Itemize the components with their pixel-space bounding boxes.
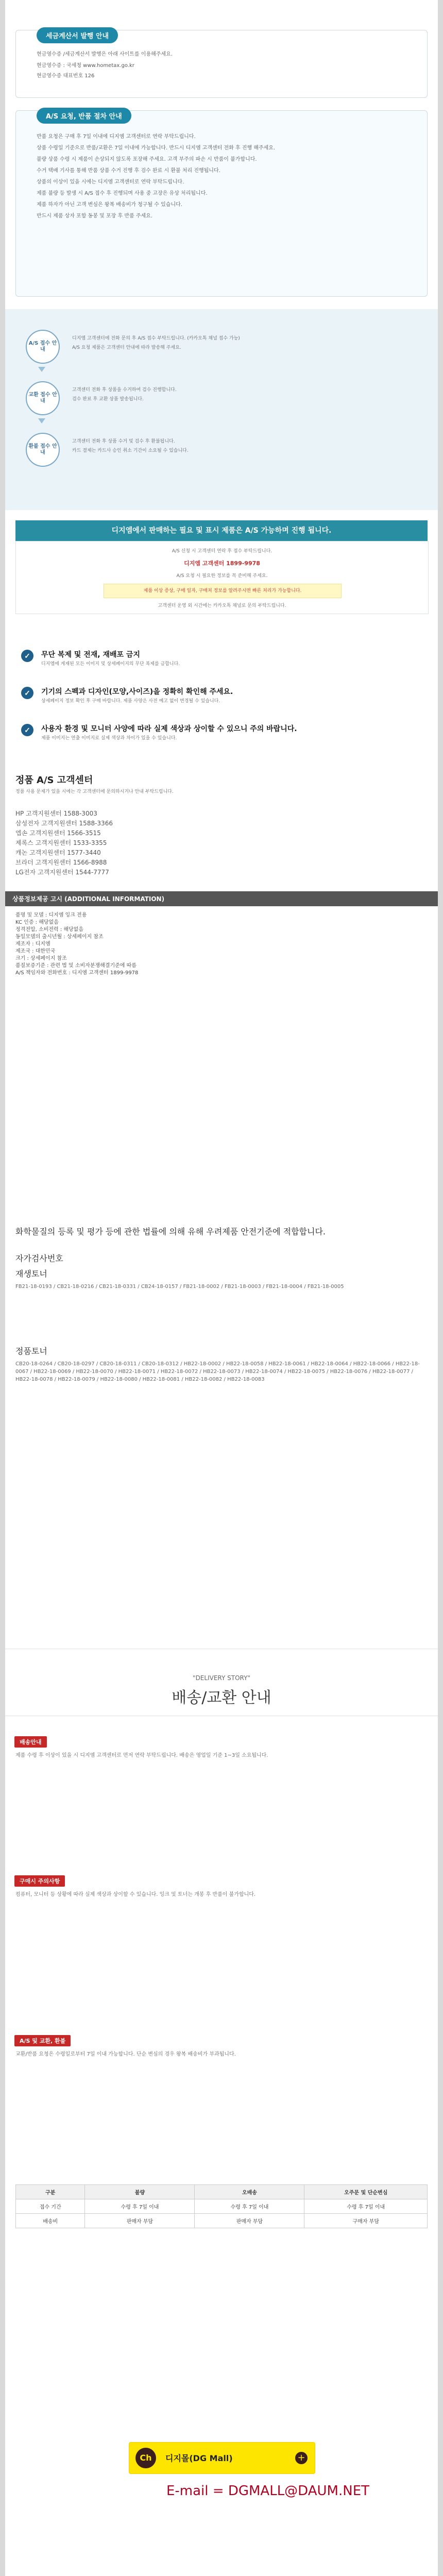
exchange-table	[15, 2184, 428, 2228]
warning-bar: 디지엠에서 판매하는 필요 및 표시 제품은 A/S 가능하며 진행 됩니다.	[15, 520, 428, 541]
warning-box	[15, 541, 429, 614]
step1-circle: A/S 접수 안내	[26, 330, 60, 364]
svg-text:✓: ✓	[24, 689, 30, 697]
kakao-channel-button[interactable]	[129, 2442, 315, 2474]
tab-caution: 구매시 주의사항	[14, 1875, 65, 1887]
table-cell: 판매자 부담	[85, 2214, 195, 2228]
as-item: 상품 수령일 기준으로 반품/교환은 7일 이내에 가능합니다. 반드시 디지엠 고객센터 전화 후 진행 해주세요.	[37, 145, 276, 151]
product-detail-sheet	[5, 0, 438, 2576]
step2-circle: 교환 접수 안내	[26, 381, 60, 415]
step3-line-1: 고객센터 전화 후 상품 수거 및 검수 후 환불됩니다.	[72, 439, 175, 444]
notice-icon	[21, 649, 34, 665]
invoice-line-1: 현금영수증 /세금계산서 발행은 아래 사이트를 이용해주세요.	[37, 52, 173, 57]
warning-line-2: 디지엠 고객센터 1899-9978	[184, 560, 260, 567]
chemical-sub2: 정품토너	[15, 1346, 47, 1356]
as-item: 상품의 이상이 있을 시에는 디지엠 고객센터로 연락 부탁드립니다.	[37, 179, 184, 185]
invoice-line-2: 현금영수증 : 국세청 www.hometax.go.kr	[37, 63, 134, 69]
ship-text: 제품 수령 후 이상이 있을 시 디지엠 고객센터로 먼저 연락 부탁드립니다. 배송은 영업일 기준 1~3일 소요됩니다.	[15, 1753, 268, 1758]
kakao-channel-name: 디지몰(DG Mall)	[165, 2453, 233, 2463]
chemical-sub1: 재생토너	[15, 1269, 47, 1279]
as-item: 제품 하자가 아닌 고객 변심은 왕복 배송비가 청구될 수 있습니다.	[37, 202, 182, 208]
chemical-codes-1: FB21-18-0193 / CB21-18-0216 / CB21-18-0331 / CB24-18-0157 / FB21-18-0002 / FB21-18-0003 / FB21-18-0004 / FB21-18-0005	[15, 1284, 344, 1290]
service-center-line: 브라더 고객지원센터 1566-8988	[15, 859, 107, 866]
step2-line-2: 검수 완료 후 교환 상품 발송됩니다.	[72, 397, 144, 402]
notice-title: 사용자 환경 및 모니터 사양에 따라 실제 색상과 상이할 수 있으니 주의 바랍니다.	[41, 725, 297, 733]
info-row: KC 인증 : 해당없음	[15, 920, 59, 925]
info-row: 정격전압, 소비전력 : 해당없음	[15, 927, 84, 933]
as-guide-card	[15, 110, 428, 297]
table-cell: 수령 후 7일 이내	[195, 2199, 304, 2214]
as-text: 교환/반품 요청은 수령일로부터 7일 이내 가능합니다. 단순 변심의 경우 왕복 배송비가 부과됩니다.	[15, 2052, 236, 2057]
notice-icon	[21, 686, 34, 702]
info-row: A/S 책임자와 전화번호 : 디지엠 고객센터 1899-9978	[15, 970, 139, 976]
as-item: 불량 상품 수령 시 제품이 손상되지 않도록 포장해 주세요. 고객 부주의 파손 시 반품이 불가합니다.	[37, 157, 257, 162]
as-item: 수거 택배 기사를 통해 반품 상품 수거 진행 후 검수 완료 시 환불 처리 진행됩니다.	[37, 168, 220, 174]
info-row: 제조자 : 디지엠	[15, 941, 50, 947]
additional-info-list	[15, 912, 428, 977]
step3-circle: 환불 접수 안내	[26, 433, 60, 467]
steps-section	[5, 309, 438, 510]
plus-icon: +	[295, 2452, 308, 2464]
delivery-tag: "DELIVERY STORY"	[193, 1674, 250, 1682]
table-header: 오주문 및 단순변심	[304, 2185, 428, 2199]
chemical-codes-2: CB20-18-0264 / CB20-18-0297 / CB20-18-0311 / CB20-18-0312 / HB22-18-0002 / HB22-18-0058 / HB22-18-0061 / HB22-18-0064 / HB22-18-0066 / HB22-18-0067 / HB22-18-0069 / HB22-18-0070 / HB22-18-0071 / HB22-18-0072 / HB22-18-0073 / HB22-18-0074 / HB22-18-0075 / HB22-18-0076 / HB22-18-0077 / HB22-18-0078 / HB22-18-0079 / HB22-18-0080 / HB22-18-0081 / HB22-18-0082 / HB22-18-0083	[15, 1361, 420, 1382]
table-header: 구분	[16, 2185, 85, 2199]
warning-line-3: A/S 요청 시 필요한 정보를 꼭 준비해 주세요.	[176, 573, 268, 579]
table-cell: 수령 후 7일 이내	[85, 2199, 195, 2214]
step-arrow-icon	[38, 367, 45, 372]
chemical-label: 자가검사번호	[15, 1253, 63, 1263]
table-header: 불량	[85, 2185, 195, 2199]
table-row	[16, 2214, 428, 2228]
notice-icon	[21, 723, 34, 739]
invoice-guide-card	[15, 30, 428, 98]
service-center-line: HP 고객지원센터 1588-3003	[15, 810, 97, 817]
service-center-line: 캐논 고객지원센터 1577-3440	[15, 849, 101, 856]
caution-text: 컴퓨터, 모니터 등 상황에 따라 실제 색상과 상이할 수 있습니다. 잉크 및 토너는 개봉 후 반품이 불가합니다.	[15, 1892, 256, 1897]
svg-text:✓: ✓	[24, 726, 30, 734]
as-guide-pill: A/S 요청, 반품 절차 안내	[37, 108, 131, 124]
kakao-channel-badge: Ch	[135, 2448, 156, 2468]
service-center-title: 정품 A/S 고객센터	[15, 775, 93, 786]
tab-as: A/S 및 교환, 환불	[14, 2035, 71, 2046]
service-center-line: 제록스 고객지원센터 1533-3355	[15, 839, 107, 846]
service-center-list	[15, 809, 428, 877]
notice-title: 기기의 스펙과 디자인(모양,사이즈)을 정확히 확인해 주세요.	[41, 688, 233, 696]
tab-ship: 배송안내	[14, 1736, 47, 1748]
table-cell: 판매자 부담	[195, 2214, 304, 2228]
step1-line-1: 디지엠 고객센터에 전화 문의 후 A/S 접수 부탁드립니다. (카카오톡 채널 접수 가능)	[72, 336, 240, 341]
service-center-sub: 정품 사용 문제가 있을 시에는 각 고객센터에 문의하시거나 안내 부탁드립니다.	[15, 789, 174, 794]
step2-line-1: 고객센터 전화 후 상품을 수거하여 검수 진행합니다.	[72, 387, 177, 393]
notice-body: 제품 이미지는 연출 이미지로 실제 색상과 차이가 있을 수 있습니다.	[41, 736, 177, 741]
notice-title: 무단 복제 및 전재, 재배포 금지	[41, 651, 140, 659]
table-header: 오배송	[195, 2185, 304, 2199]
notice-body: 디지엠에 게재된 모든 이미지 및 상세페이지의 무단 복제를 금합니다.	[41, 662, 180, 667]
step3-line-2: 카드 결제는 카드사 승인 취소 기간이 소요될 수 있습니다.	[72, 448, 189, 453]
info-row: 제조국 : 대한민국	[15, 948, 56, 954]
info-row: 크기 : 상세페이지 참조	[15, 956, 67, 961]
table-cell: 접수 기간	[16, 2199, 85, 2214]
service-center-line: 엡손 고객지원센터 1566-3515	[15, 829, 101, 837]
info-row: 품명 및 모델 : 디지엠 잉크 전용	[15, 912, 87, 918]
table-row	[16, 2199, 428, 2214]
additional-info-bar: 상품정보제공 고시 (ADDITIONAL INFORMATION)	[5, 891, 438, 906]
service-center-line: LG전자 고객지원센터 1544-7777	[15, 869, 109, 876]
step-arrow-icon	[38, 418, 45, 423]
invoice-guide-pill: 세금계산서 발행 안내	[37, 27, 118, 43]
info-row: 동일모델의 출시년월 : 상세페이지 참조	[15, 934, 104, 940]
step1-line-2: A/S 요청 제품은 고객센터 안내에 따라 발송해 주세요.	[72, 345, 181, 350]
notice-body: 상세페이지 정보 확인 후 구매 바랍니다. 제품 사양은 사전 예고 없이 변경될 수 있습니다.	[41, 699, 220, 704]
as-item: 반품 요청은 구매 후 7일 이내에 디지엠 고객센터로 연락 부탁드립니다.	[37, 134, 196, 140]
table-cell: 수령 후 7일 이내	[304, 2199, 428, 2214]
table-header-row	[16, 2185, 428, 2199]
table-cell: 배송비	[16, 2214, 85, 2228]
warning-highlight	[104, 584, 342, 598]
table-cell: 구매자 부담	[304, 2214, 428, 2228]
delivery-title: 배송/교환 안내	[172, 1689, 271, 1707]
chemical-title: 화학물질의 등록 및 평가 등에 관한 법률에 의해 유해 우려제품 안전기준에 적합합니다.	[15, 1227, 326, 1236]
invoice-line-3: 현금영수증 대표번호 126	[37, 73, 95, 79]
as-item: 제품 불량 등 발생 시 A/S 접수 후 진행되며 사용 중 고장은 유상 처리됩니다.	[37, 191, 208, 196]
info-row: 품질보증기준 : 관련 법 및 소비자분쟁해결기준에 따름	[15, 963, 137, 969]
warning-line-5: 고객센터 운영 외 시간에는 카카오톡 채널로 문의 부탁드립니다.	[158, 603, 286, 608]
email-line: E-mail = DGMALL@DAUM.NET	[166, 2483, 370, 2499]
svg-text:✓: ✓	[24, 652, 30, 660]
warning-line-4: 제품 이상 증상, 구매 일자, 구매처 정보를 알려주시면 빠른 처리가 가능합니다.	[143, 588, 302, 594]
service-center-line: 삼성전자 고객지원센터 1588-3366	[15, 820, 113, 827]
warning-line-1: A/S 신청 시 고객센터 연락 후 접수 부탁드립니다.	[172, 549, 272, 554]
as-item: 반드시 제품 상자 포함 동봉 및 포장 후 반품 주세요.	[37, 213, 152, 219]
